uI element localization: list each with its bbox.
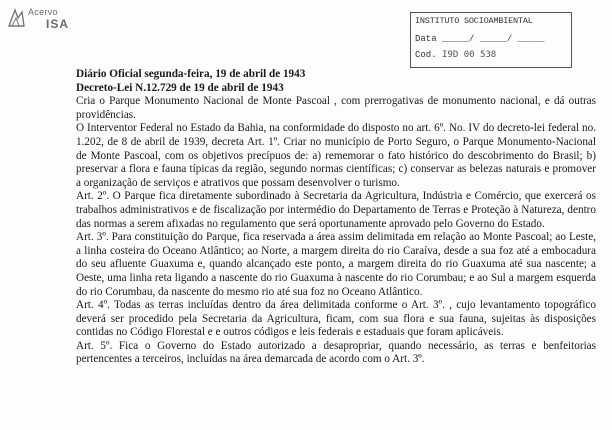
stamp-date: Data _____/ _____/ _____ xyxy=(415,34,545,44)
isa-logo-icon xyxy=(6,6,26,30)
logo-isa-text: ISA xyxy=(46,17,70,31)
document-body xyxy=(76,68,596,367)
stamp-code-label: Cod. xyxy=(415,50,437,60)
stamp-code-value: I9D 00 538 xyxy=(442,50,497,60)
paragraph-5: Art. 4º. Todas as terras incluídas dentro da área delimitada conforme o Art. 3º. , cujo levantamento topográfico deverá ser procedido pela Secretaria da Agricultura, ficam, com sua flora e sua fauna, sujeitas às disposições contidas no Código Florestal e e outros códigos e leis federais e estaduais que foram aplicáveis. xyxy=(76,299,596,339)
logo-acervo-text: Acervo xyxy=(28,7,58,17)
paragraph-3: Art. 2º. O Parque fica diretamente subordinado à Secretaria da Agricultura, Indústria e Comércio, que exercerá os trabalhos administrativos e de fiscalização por intermédio do Departamento de Terras e Proteção à Natureza, dentro das normas a serem afixadas no regulamento que será oportunamente aprovado pelo Governo do Estado. xyxy=(76,190,596,230)
stamp-code-row xyxy=(415,50,496,60)
paragraph-1: Cria o Parque Monumento Nacional de Monte Pascoal , com prerrogativas de monumento nacional, e dá outras providências. xyxy=(76,95,596,121)
paragraph-6: Art. 5º. Fica o Governo do Estado autorizado a desapropriar, quando necessário, as terras e benfeitorias pertencentes a terceiros, incluídas na área demarcada de acordo com o Art. 3º. xyxy=(76,339,596,366)
paragraph-4: Art. 3º. Para constituição do Parque, fica reservada a área assim delimitada em relação ao Monte Pascoal; ao Leste, a linha costeira do Oceano Atlântico; ao Norte, a margem direita do rio Caraíva, desde a sua foz até a embocadura do seu afluente Guaxuma e, quando alcançado este ponto, a margem direita do rio Guaxuma até sua nascente; a Oeste, uma linha reta ligando a nascente do rio Guaxuma à nascente do rio Corumbau; e ao Sul a margem esquerda do rio Corumbau, da nascente do mesmo rio até sua foz no Oceano Atlântico. xyxy=(76,231,596,298)
archive-stamp xyxy=(410,12,572,68)
paragraph-2: O Interventor Federal no Estado da Bahia, na conformidade do disposto no art. 6º. No. IV do decreto-lei federal no. 1.202, de 8 de abril de 1939, decreta Art. 1º. Criar no município de Porto Seguro, o Parque Monumento-Nacional de Monte Pascoal, com os objetivos precípuos de: a) rememorar o fato histórico do descobrimento do Brasil; b) preservar a flora e fauna típicas da região, segundo normas científicas; c) conservar as belezas naturais e promover a organização de serviços e atrativos que possam desenvolver o turismo. xyxy=(76,122,596,189)
stamp-org: INSTITUTO SOCIOAMBIENTAL xyxy=(415,16,533,26)
acervo-isa-logo xyxy=(6,6,76,32)
document-header-decree: Decreto-Lei N.12.729 de 19 de abril de 1943 xyxy=(76,81,284,94)
document-header-date: Diário Oficial segunda-feira, 19 de abril de 1943 xyxy=(76,68,306,80)
